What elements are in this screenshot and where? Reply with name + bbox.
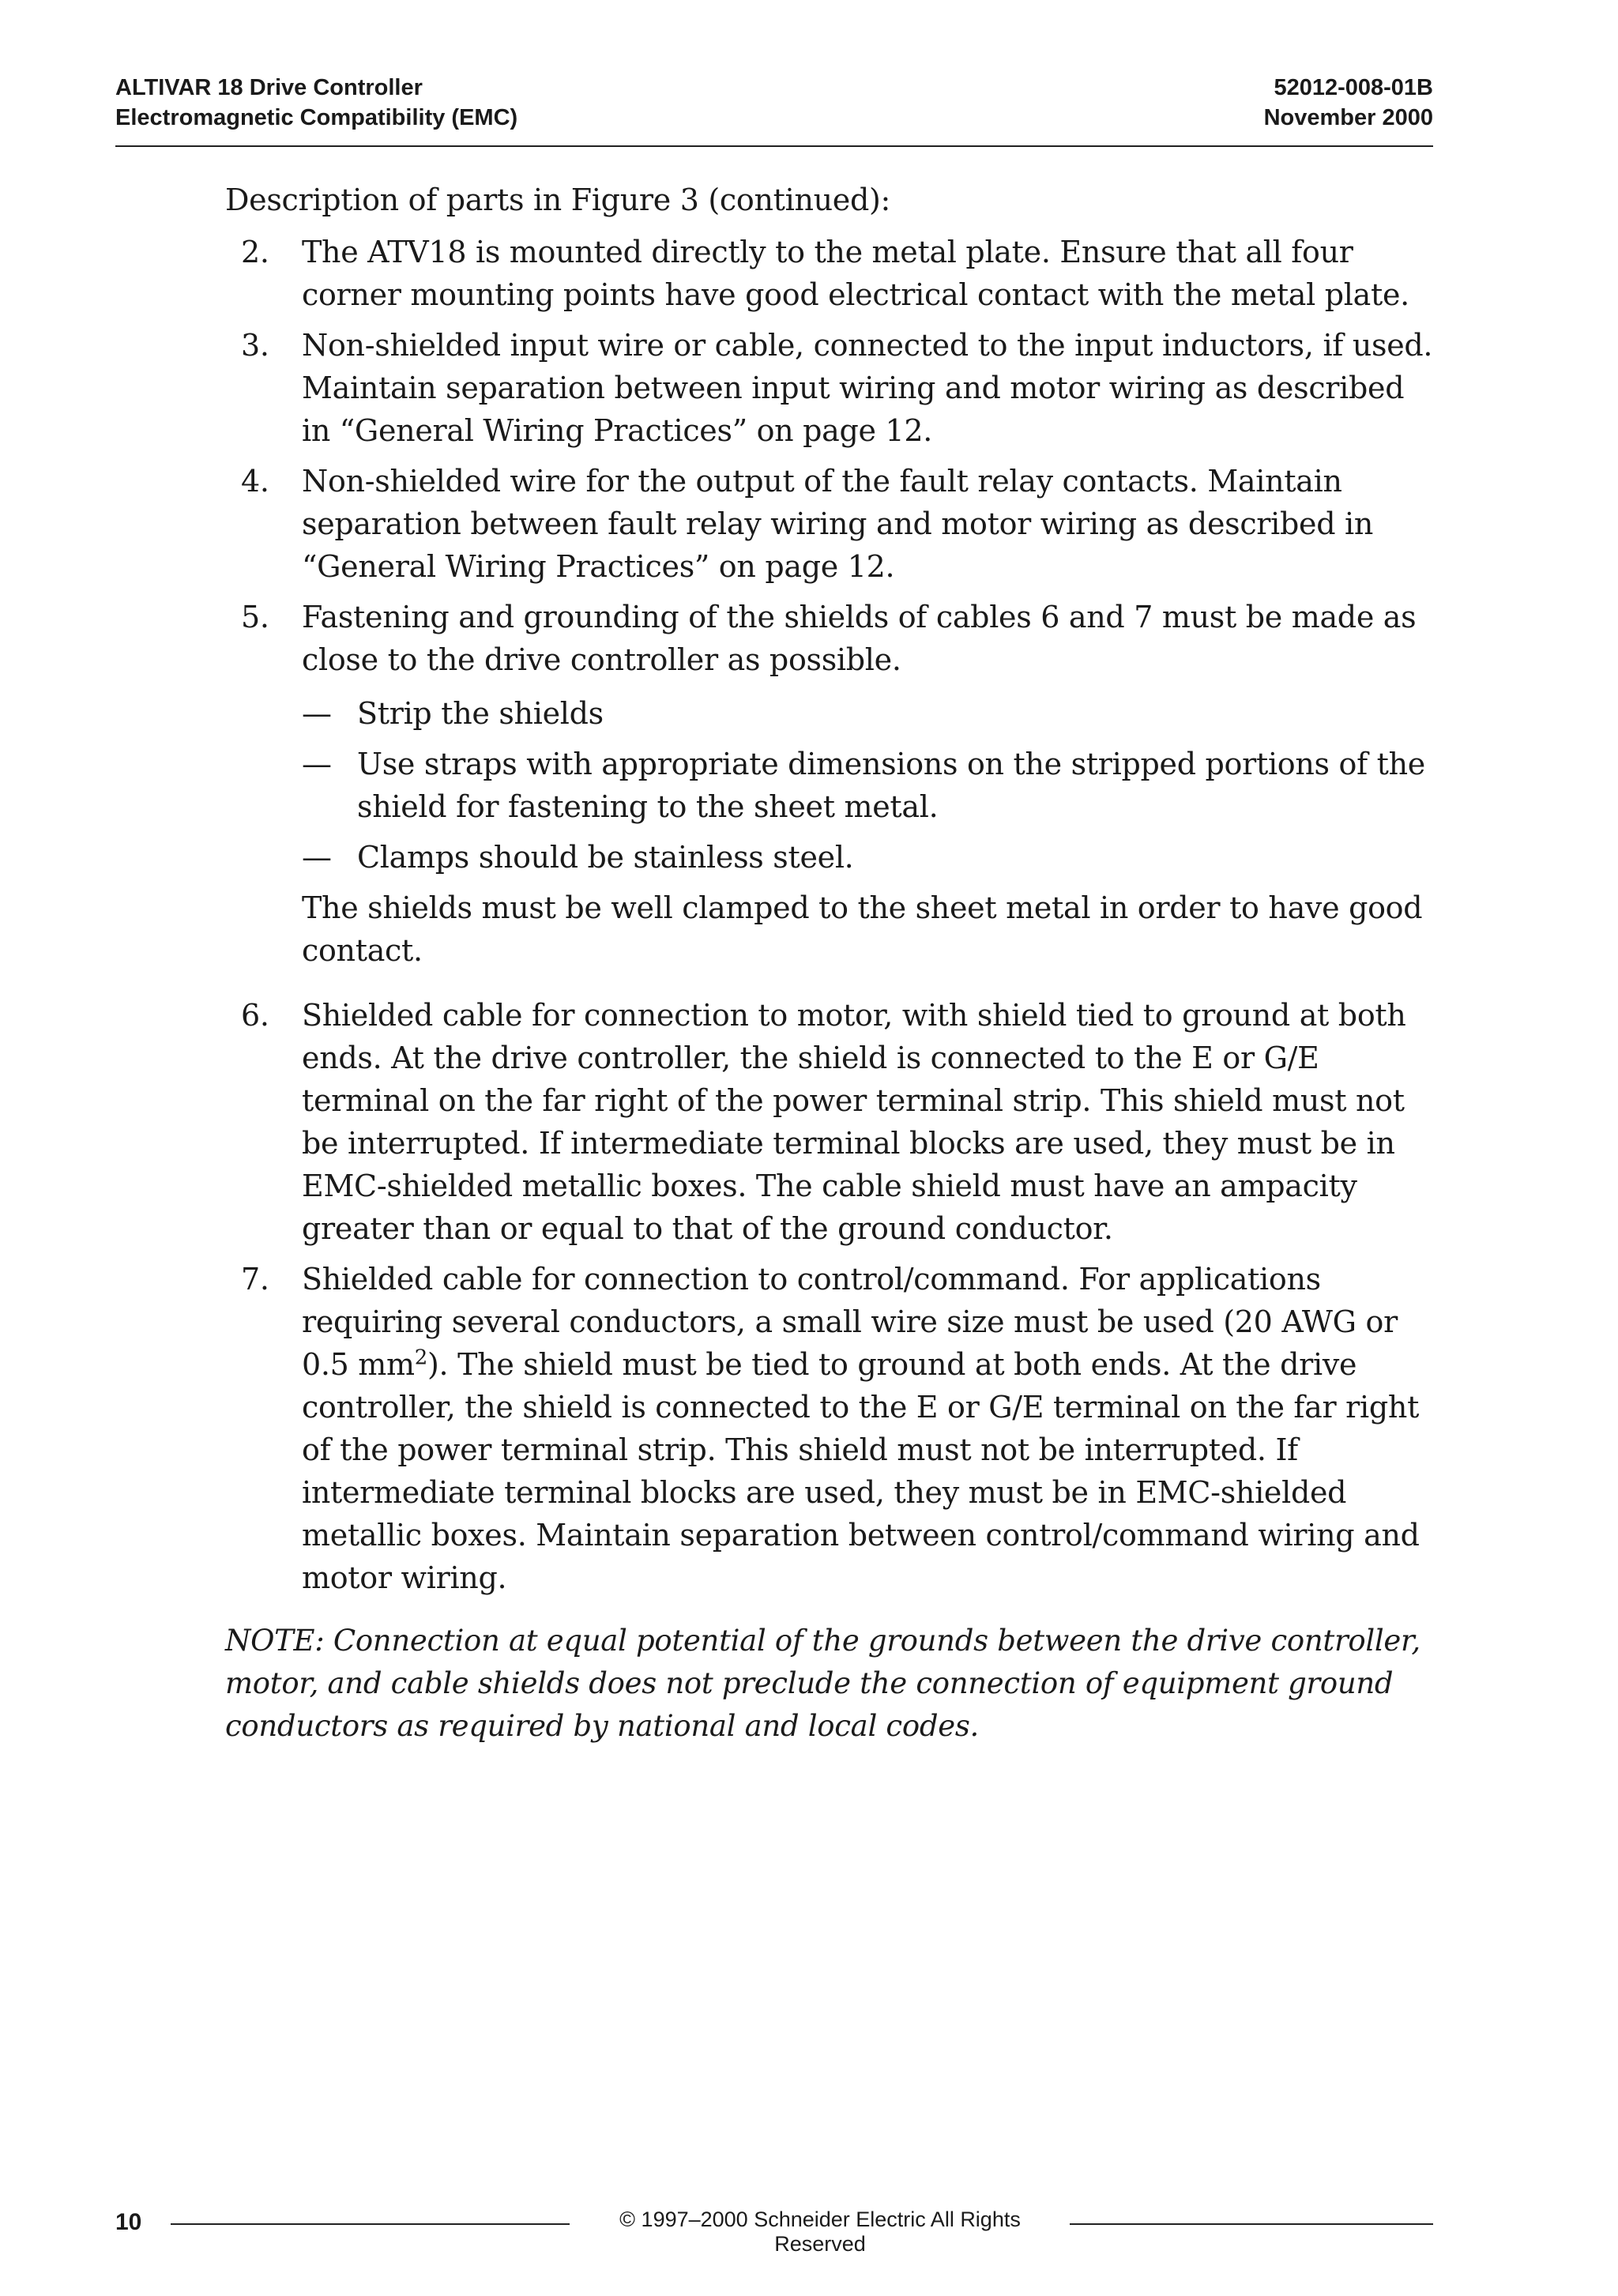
page-number: 10 bbox=[115, 2209, 142, 2235]
header-section-title: Electromagnetic Compatibility (EMC) bbox=[115, 105, 518, 130]
sub-list-item bbox=[302, 692, 1442, 735]
copyright-notice: © 1997–2000 Schneider Electric All Rights Reserved bbox=[619, 2208, 1021, 2256]
footer-rule-right bbox=[1070, 2223, 1433, 2225]
note-paragraph: NOTE: Connection at equal potential of the grounds between the drive controller, motor, and cable shields does not preclude the connection of equipment ground conductors as required by national and local codes. bbox=[225, 1624, 1420, 1743]
dash-marker: — bbox=[302, 840, 332, 875]
list-item-text: Fastening and grounding of the shields of cables 6 and 7 must be made as close to the drive controller as possible. bbox=[302, 600, 1417, 677]
list-item bbox=[225, 324, 1442, 452]
list-item-number: 3. bbox=[241, 328, 269, 363]
parts-list bbox=[225, 231, 1442, 1599]
list-item bbox=[225, 460, 1442, 588]
list-item-text: Non-shielded input wire or cable, connected to the input inductors, if used. Maintain separation between input wiring and motor wiring as described in “General Wiring Practices” on page 12. bbox=[302, 328, 1433, 448]
list-item bbox=[225, 596, 1442, 972]
list-item-text: Non-shielded wire for the output of the fault relay contacts. Maintain separation between fault relay wiring and motor wiring as described in “General Wiring Practices” on page 12. bbox=[302, 464, 1374, 584]
list-item-text: Shielded cable for connection to motor, with shield tied to ground at both ends. At the drive controller, the shield is connected to the E or G/E terminal on the far right of the power terminal strip. This shield must not be interrupted. If intermediate terminal blocks are used, they must be in EMC-shielded metallic boxes. The cable shield must have an ampacity greater than or equal to that of the ground conductor. bbox=[302, 998, 1406, 1246]
list-item-text-before: Shielded cable for connection to control/command. For applications requiring several conductors, a small wire size must be used (20 AWG or 0.5 mm bbox=[302, 1262, 1398, 1382]
footer-rule-left bbox=[171, 2223, 570, 2225]
superscript: 2 bbox=[414, 1346, 428, 1370]
sub-list-item bbox=[302, 836, 1442, 879]
sub-list-item-text: Strip the shields bbox=[357, 696, 604, 731]
sub-list-item-text: Use straps with appropriate dimensions on the stripped portions of the shield for fastening to the sheet metal. bbox=[357, 747, 1425, 824]
intro-paragraph: Description of parts in Figure 3 (continued): bbox=[225, 183, 891, 217]
list-item bbox=[225, 994, 1442, 1250]
sub-list bbox=[302, 692, 1442, 879]
list-item-number: 6. bbox=[241, 998, 269, 1033]
sub-list-item bbox=[302, 743, 1442, 828]
header-doc-number: 52012-008-01B bbox=[1274, 75, 1433, 100]
list-item-text: The ATV18 is mounted directly to the metal plate. Ensure that all four corner mounting points have good electrical contact with the metal plate. bbox=[302, 235, 1409, 312]
list-item-number: 4. bbox=[241, 464, 269, 499]
item5-followup-paragraph: The shields must be well clamped to the sheet metal in order to have good contact. bbox=[302, 890, 1423, 968]
list-item bbox=[225, 231, 1442, 316]
header-date: November 2000 bbox=[1263, 105, 1433, 130]
header-product-title: ALTIVAR 18 Drive Controller bbox=[115, 75, 423, 100]
sub-list-item-text: Clamps should be stainless steel. bbox=[357, 840, 854, 875]
page-footer bbox=[115, 2206, 1433, 2256]
page-header bbox=[115, 73, 1433, 147]
list-item-number: 2. bbox=[241, 235, 269, 269]
list-item-text-after: ). The shield must be tied to ground at both ends. At the drive controller, the shield is connected to the E or G/E terminal on the far right of the power terminal strip. This shield must not be interrupted. If intermediate terminal blocks are used, they must be in EMC-shielded metallic boxes. Maintain separation between control/command wiring and motor wiring. bbox=[302, 1347, 1420, 1595]
list-item bbox=[225, 1258, 1442, 1599]
header-left bbox=[115, 73, 517, 133]
dash-marker: — bbox=[302, 747, 332, 781]
page-body bbox=[225, 179, 1442, 1777]
dash-marker: — bbox=[302, 696, 332, 731]
list-item-number: 5. bbox=[241, 600, 269, 634]
list-item-number: 7. bbox=[241, 1262, 269, 1297]
header-right bbox=[1264, 73, 1433, 133]
